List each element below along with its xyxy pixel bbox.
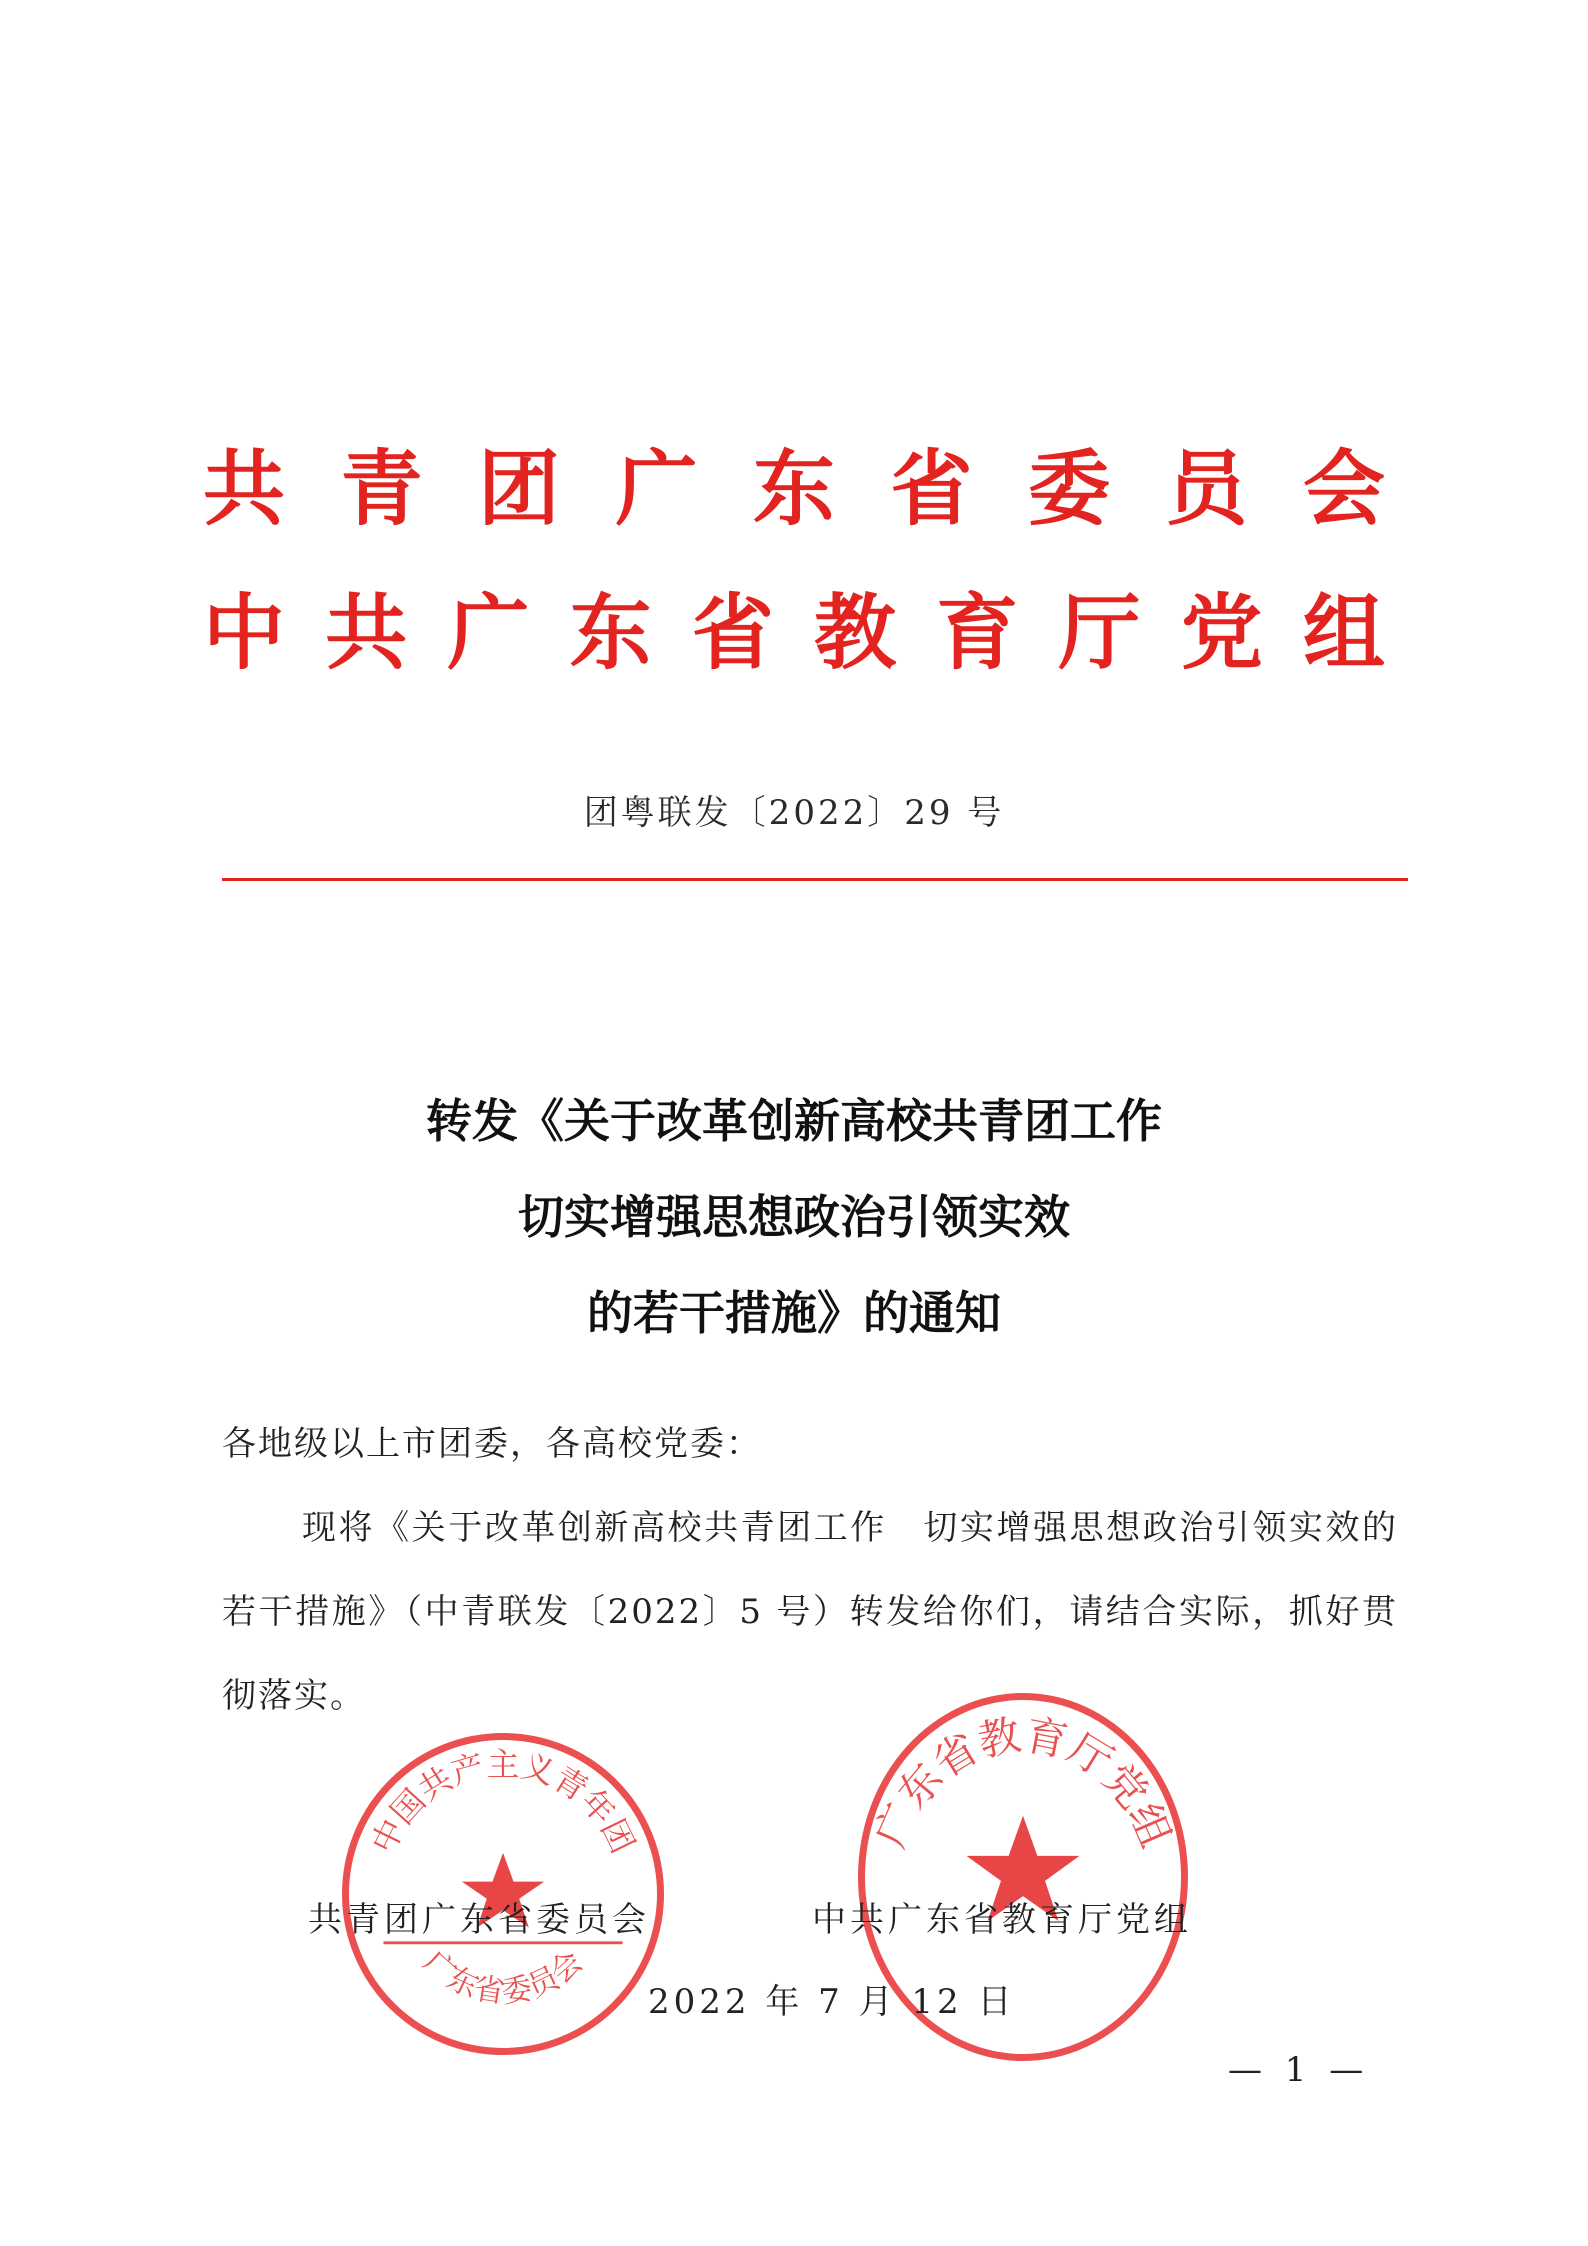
issuer-header-line-2 (200, 584, 1388, 684)
header-char: 共 (202, 442, 285, 537)
page-number: — 1 — (1228, 2050, 1370, 2090)
body-paragraph: 现将《关于改革创新高校共青团工作 切实增强思想政治引领实效的若干措施》（中青联发〔2022〕5 号）转发给你们，请结合实际，抓好贯彻落实。 (222, 1508, 1398, 1716)
header-char: 中 (202, 586, 285, 681)
header-char: 团 (477, 442, 560, 537)
salutation: 各地级以上市团委，各高校党委： (222, 1424, 762, 1464)
header-char: 委 (1027, 442, 1110, 537)
header-char: 组 (1302, 586, 1385, 681)
header-char: 东 (752, 442, 835, 537)
header-char: 员 (1165, 442, 1248, 537)
header-char: 广 (615, 442, 698, 537)
signature-left: 共青团广东省委员会 (308, 1900, 650, 1940)
seal-left-inner-text: 广东省委员会 (416, 1944, 590, 2011)
title-line-2: 切实增强思想政治引领实效 (518, 1190, 1070, 1244)
title-line-1: 转发《关于改革创新高校共青团工作 (426, 1094, 1162, 1148)
header-char: 广 (447, 586, 530, 681)
seal-left-outer-text: 中国共产主义青年团 (364, 1745, 642, 1860)
header-char: 育 (936, 586, 1019, 681)
document-title (0, 1073, 1588, 1361)
header-char: 厅 (1058, 586, 1141, 681)
title-line-3: 的若干措施》的通知 (587, 1286, 1001, 1340)
document-number: 团粤联发〔2022〕29 号 (583, 793, 1005, 833)
header-char: 共 (325, 586, 408, 681)
signature-right: 中共广东省教育厅党组 (812, 1900, 1192, 1940)
header-char: 党 (1180, 586, 1263, 681)
header-char: 青 (340, 442, 423, 537)
header-char: 会 (1302, 442, 1385, 537)
issue-date: 2022 年 7 月 12 日 (648, 1982, 1016, 2022)
header-char: 省 (890, 442, 973, 537)
issuer-header-line-1 (200, 440, 1388, 540)
seal-right-outer-text: 广东省教育厅党组 (865, 1710, 1181, 1855)
header-char: 省 (691, 586, 774, 681)
header-char: 东 (569, 586, 652, 681)
red-divider (222, 878, 1408, 881)
header-char: 教 (814, 586, 897, 681)
